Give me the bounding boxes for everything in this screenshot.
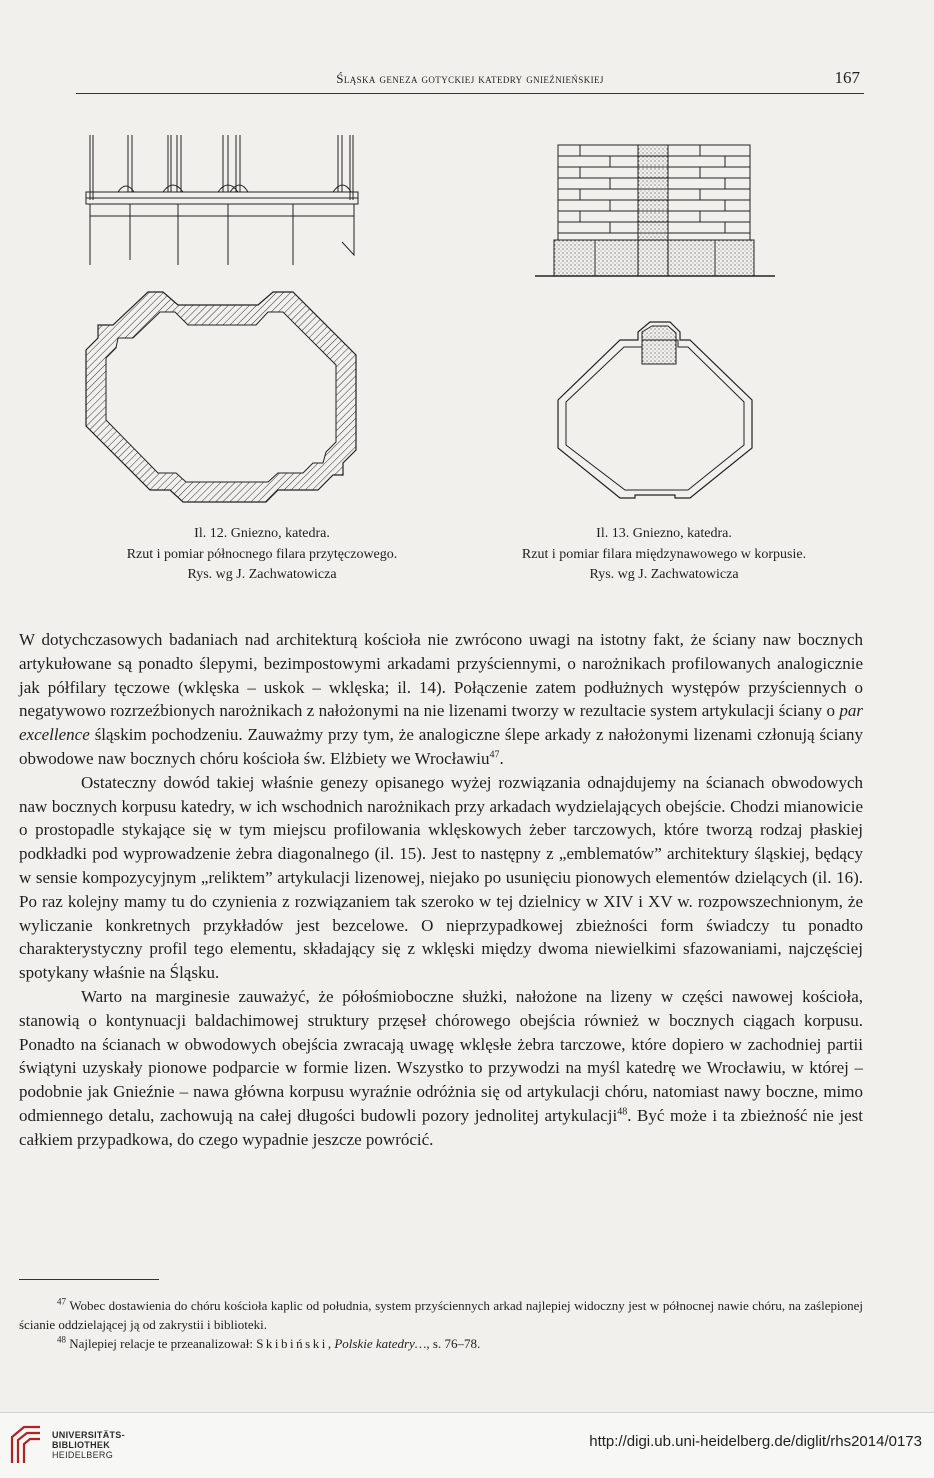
figure-12-drawing [78,130,378,510]
footnote [19,1296,863,1334]
paragraph [19,985,863,1152]
footnote-text: Najlepiej relacje te przeanalizował: [69,1336,257,1351]
figure-13-drawing [530,140,780,510]
footnote-text: Wobec dostawienia do chóru kościoła kaplic od południa, system przyściennych arkad najlepiej widoczny jest w północnej nawie chóru, na zaślepionej ścianie oddzielającej ją od zakrystii i biblioteki. [19,1298,863,1332]
caption-line: Rzut i pomiar filara międzynawowego w korpusie. [521,546,807,562]
footnote-ref[interactable]: 47 [489,749,500,761]
library-footer [0,1412,934,1478]
figure-13-caption [478,524,850,586]
text-run: . Być może i ta zbieżność nie jest całkiem przypadkowa, do czego wypadnie jeszcze powrócić. [19,1105,863,1149]
source-url-link[interactable]: http://digi.ub.uni-heidelberg.de/diglit/rhs2014/0173 [589,1433,922,1450]
caption-line: Il. 12. Gniezno, katedra. [194,526,330,541]
library-logo-icon[interactable] [8,1423,44,1467]
figure-12-caption [92,524,432,586]
text-run: śląskim pochodzeniu. Zauważmy przy tym, że analogiczne ślepe arkady z nałożonymi lizenami członują ściany obwodowe naw bocznych chóru kościoła św. Elżbiety we Wrocławiu [19,725,863,768]
logo-line: BIBLIOTHEK [52,1440,110,1450]
footnote-text: , s. 76–78. [426,1336,481,1351]
text-run: W dotychczasowych badaniach nad architekturą kościoła nie zwrócono uwagi na istotny fakt, że ściany naw bocznych artykułowane są ponadto ślepymi, bezimpostowymi arkadami przyściennymi, o narożnikach profilowanych analogicznie jak półfilary tęczowe (wklęska – uskok – wklęska; il. 14). Połączenie zatem podłużnych występów przyściennych o negatywowo rozrzeźbionych narożnikach z nałożonymi na nie lizenami tworzy w rezultacie system artykulacji ściany o [19,630,863,721]
footnote-author: Skibiński [256,1336,328,1351]
library-logo-text [52,1430,125,1460]
running-title: Śląska geneza gotyckiej katedry gnieźnieńskiej [336,71,604,86]
footnote-ref[interactable]: 48 [617,1106,628,1118]
caption-line: Rys. wg J. Zachwatowicza [187,567,337,582]
text-run: . [499,748,504,768]
caption-line: Rys. wg J. Zachwatowicza [589,567,739,582]
footnote-text: , [327,1336,335,1351]
footnote-number: 48 [57,1334,66,1345]
body-text [19,628,863,1152]
footnote-number: 47 [57,1296,66,1307]
footnote-title: Polskie katedry… [334,1336,427,1351]
footnote [19,1334,863,1353]
italic-run: par excellence [19,701,863,745]
caption-line: Il. 13. Gniezno, katedra. [596,526,732,541]
footnote-rule [19,1279,159,1280]
text-run: Warto na marginesie zauważyć, że półośmioboczne służki, nałożone na lizeny w części nawowej kościoła, stanowią o kontynuacji baldachimowej struktury przęseł chórowego obejścia również w bocznych ciągach korpusu. Ponadto na ścianach w obwodowych obejścia zwracają uwagę wklęsłe żebra tarczowe, które dopiero w zachodniej partii świątyni uzyskały pionowe podparcie w formie lizen. Wszystko to przywodzi na myśl katedrę we Wrocławiu, w której – podobnie jak Gnieźnie – nawa główna korpusu wyraźnie odróżnia się od artykulacji chóru, natomiast nawy boczne, mimo odmiennego detalu, zachowują na całej długości budowli pozory jednolitej artykulacji [19,986,863,1125]
logo-line: UNIVERSITÄTS- [52,1430,125,1440]
page-number: 167 [834,68,860,87]
running-head [76,68,864,94]
paragraph [19,628,863,771]
footnotes [19,1296,863,1353]
caption-line: Rzut i pomiar północnego filara przytęczowego. [126,546,398,562]
logo-line: HEIDELBERG [52,1450,114,1460]
paragraph: Ostateczny dowód takiej właśnie genezy opisanego wyżej rozwiązania odnajdujemy na ścianach obwodowych naw bocznych korpusu katedry, w ich wschodnich narożnikach przy arkadach wydzielających obejście. Chodzi mianowicie o prostopadle stykające się w tym miejscu profilowania wklęskowych żeber tarczowych, które tworzą rodzaj płaskiej podkładki pod wyprowadzenie żebra diagonalnego (il. 15). Jest to następny z „emblematów” architektury śląskiej, będący w sensie kompozycyjnym „reliktem” artykulacji lizenowej, niejako po usunięciu pionowych elementów dzielących (il. 16). Po raz kolejny mamy tu do czynienia z rozwiązaniem tak szeroko w tej dzielnicy w XIV i XV w. rozpowszechnionym, że wyliczanie konkretnych przykładów jest bezcelowe. O nieprzypadkowej zbieżności form świadczy tu ponadto charakterystyczny profil tego elementu, składający się z wklęski między dwoma niewielkimi sfazowaniami, najczęściej spotykany właśnie na Śląsku. [19,772,863,983]
